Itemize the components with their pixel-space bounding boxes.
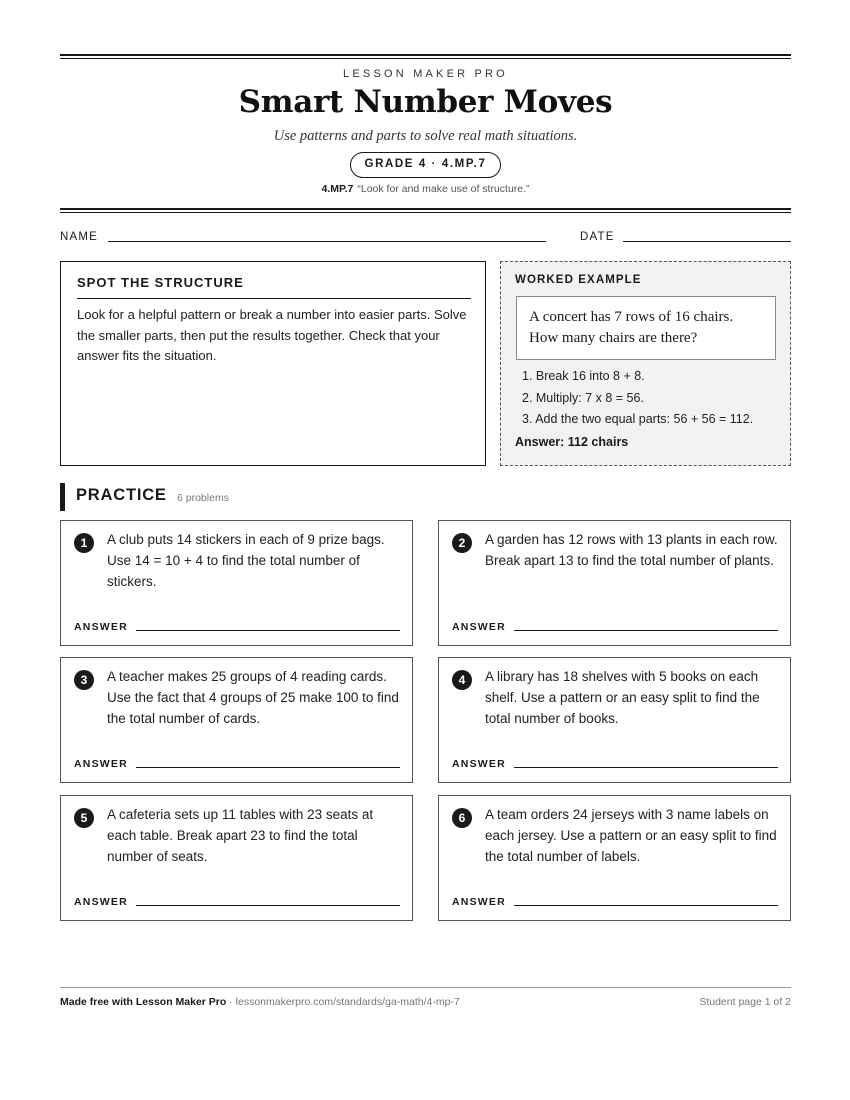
name-label: NAME xyxy=(60,231,99,243)
grade-badge: GRADE 4 · 4.MP.7 xyxy=(350,152,501,178)
worked-example-step: 3. Add the two equal parts: 56 + 56 = 112. xyxy=(522,412,754,426)
worked-example-problem: A concert has 7 rows of 16 chairs. How many chairs are there? xyxy=(516,296,776,360)
problem-card-2 xyxy=(438,520,791,646)
footer-url[interactable]: lessonmakerpro.com/standards/ga-math/4-mp-7 xyxy=(235,996,460,1008)
brand-name: LESSON MAKER PRO xyxy=(343,68,508,80)
answer-field[interactable] xyxy=(514,630,778,631)
name-field[interactable] xyxy=(108,241,546,242)
problem-card-1 xyxy=(60,520,413,646)
header-bottom-double-rule xyxy=(60,208,791,213)
problem-number: 5 xyxy=(74,808,94,828)
problem-number: 6 xyxy=(452,808,472,828)
top-double-rule xyxy=(60,54,791,59)
answer-label: ANSWER xyxy=(452,896,506,908)
practice-title: PRACTICE xyxy=(76,486,167,504)
problem-text: A library has 18 shelves with 5 books on each shelf. Use a pattern or an easy split to find the total number of books. xyxy=(485,669,760,726)
worked-example-step: 1. Break 16 into 8 + 8. xyxy=(522,369,645,383)
date-label: DATE xyxy=(580,231,615,243)
problem-card-4 xyxy=(438,657,791,783)
problem-number: 3 xyxy=(74,670,94,690)
structure-heading-rule xyxy=(77,298,471,299)
answer-label: ANSWER xyxy=(74,896,128,908)
standard-code: 4.MP.7 xyxy=(321,183,354,195)
answer-field[interactable] xyxy=(136,767,400,768)
structure-body: Look for a helpful pattern or break a number into easier parts. Solve the smaller parts, then put the results together. Check that your answer fits the situation. xyxy=(77,307,467,363)
spot-the-structure-panel xyxy=(60,261,486,466)
problem-number: 2 xyxy=(452,533,472,553)
footer-separator: · xyxy=(226,996,236,1008)
answer-label: ANSWER xyxy=(452,758,506,770)
answer-label: ANSWER xyxy=(74,621,128,633)
problem-text: A club puts 14 stickers in each of 9 prize bags. Use 14 = 10 + 4 to find the total number of stickers. xyxy=(107,532,385,589)
problem-text: A garden has 12 rows with 13 plants in each row. Break apart 13 to find the total number of plants. xyxy=(485,532,778,568)
answer-field[interactable] xyxy=(136,905,400,906)
practice-accent-bar xyxy=(60,483,65,511)
answer-field[interactable] xyxy=(514,767,778,768)
answer-field[interactable] xyxy=(514,905,778,906)
worked-example-heading: WORKED EXAMPLE xyxy=(515,274,642,286)
worked-example-panel xyxy=(500,261,791,466)
answer-label: ANSWER xyxy=(74,758,128,770)
footer-made-with: Made free with Lesson Maker Pro xyxy=(60,996,227,1008)
practice-count: 6 problems xyxy=(177,492,229,504)
page-title: Smart Number Moves xyxy=(238,84,613,120)
footer-page-info: Student page 1 of 2 xyxy=(699,996,791,1008)
answer-label: ANSWER xyxy=(452,621,506,633)
standard-line xyxy=(60,183,791,195)
footer-rule xyxy=(60,987,791,988)
problem-card-6 xyxy=(438,795,791,921)
problem-text: A teacher makes 25 groups of 4 reading cards. Use the fact that 4 groups of 25 make 100 to find the total number of cards. xyxy=(107,669,399,726)
page-subtitle: Use patterns and parts to solve real math situations. xyxy=(273,128,578,144)
answer-field[interactable] xyxy=(136,630,400,631)
problem-text: A team orders 24 jerseys with 3 name labels on each jersey. Use a pattern or an easy split to find the total number of labels. xyxy=(485,807,777,864)
problem-number: 4 xyxy=(452,670,472,690)
problem-card-5 xyxy=(60,795,413,921)
worked-example-answer: Answer: 112 chairs xyxy=(515,435,629,449)
standard-quote: “Look for and make use of structure.” xyxy=(357,183,530,195)
problem-number: 1 xyxy=(74,533,94,553)
structure-heading: SPOT THE STRUCTURE xyxy=(77,275,244,290)
worked-example-steps xyxy=(522,366,787,431)
worked-example-step: 2. Multiply: 7 x 8 = 56. xyxy=(522,390,644,405)
footer-credit xyxy=(60,996,460,1008)
problem-text: A cafeteria sets up 11 tables with 23 seats at each table. Break apart 23 to find the total number of seats. xyxy=(107,807,374,864)
problem-card-3 xyxy=(60,657,413,783)
date-field[interactable] xyxy=(623,241,791,242)
worksheet-page xyxy=(60,0,791,1100)
